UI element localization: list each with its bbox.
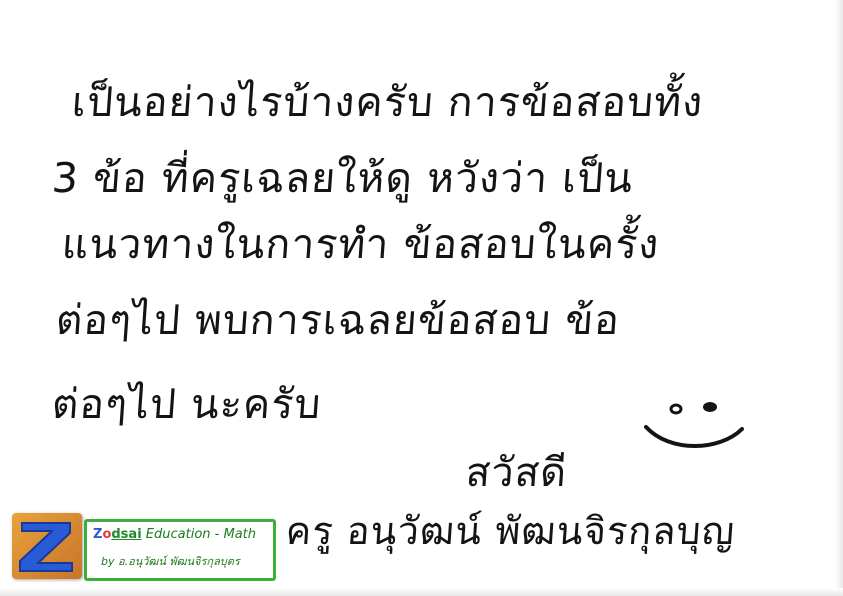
smiley-icon [640, 395, 750, 455]
note-line: เป็นอย่างไรบ้างครับ การข้อสอบทั้ง [70, 78, 705, 126]
brand-letter: Z [93, 527, 103, 542]
note-line: ต่อๆไป นะครับ [50, 380, 324, 428]
closing-greeting: สวัสดี [464, 450, 569, 496]
brand-card [84, 519, 276, 581]
signature: ครู อนุวัฒน์ พัฒนจิรกุลบุญ [284, 509, 737, 553]
brand-title [93, 527, 256, 542]
brand-letter: o [102, 527, 112, 542]
smiley-eye [671, 405, 681, 413]
note-line: ต่อๆไป พบการเฉลยข้อสอบ ข้อ [54, 296, 622, 344]
smiley-eye [704, 403, 716, 411]
brand-logo [12, 513, 274, 579]
brand-tagline: Education - Math [145, 527, 256, 542]
note-line: แนวทางในการทำ ข้อสอบในครั้ง [60, 220, 662, 268]
brand-byline: by อ.อนุวัฒน์ พัฒนจิรกุลบุตร [101, 555, 240, 568]
note-line: 3 ข้อ ที่ครูเฉลยให้ดู หวังว่า เป็น [50, 154, 636, 202]
smiley-mouth [646, 427, 742, 446]
brand-name: dsai [111, 527, 142, 542]
z-logo-icon [12, 513, 82, 579]
